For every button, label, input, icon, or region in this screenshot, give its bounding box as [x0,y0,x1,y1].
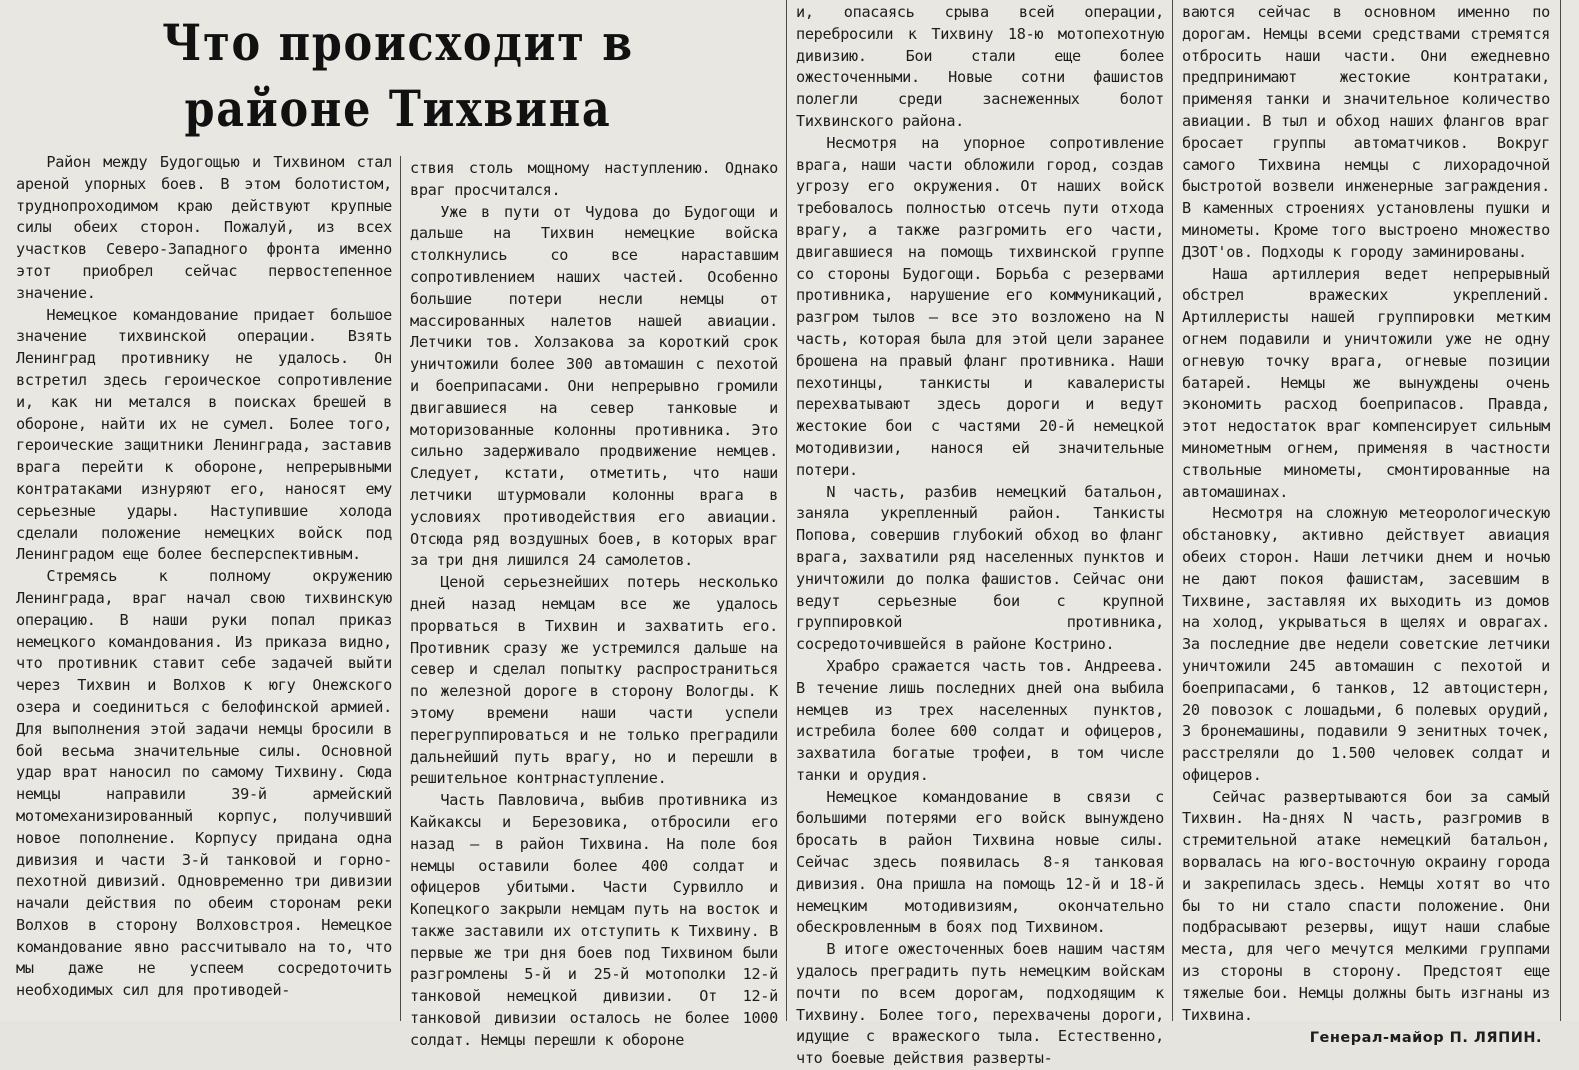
paragraph: Немецкое командование в связи с большими потерями его войск вынуждено бросать в район Тихвина новые силы. Сейчас здесь появилась 8-я танковая дивизия. Она пришла на помощь 12-й и 18-й немецким мотодивизиям, окончательно обескровленным в боях под Тихвином. [796,787,1164,937]
paragraph: В итоге ожесточенных боев нашим частям удалось преградить путь немецким войскам почти по всем дорогам, подходящим к Тихвину. Более того, перехвачены дороги, идущие с вражеского тыла. Естественно, что боевые действия разверты- [796,940,1164,1068]
column-divider [400,156,401,1021]
paragraph: Храбро сражается часть тов. Андреева. В течение лишь последних дней она выбила немцев из трех населенных пунктов, истребила более 600 солдат и офицеров, захватила богатые трофеи, в том числе танки и орудия. [796,656,1164,784]
article-column-3 [796,2,1164,1070]
paragraph: Немецкое командование придает большое значение тихвинской операции. Взять Ленинград противнику не удалось. Он встретил здесь героическое сопротивление и, как ни метался в поисках брешей в обороне, найти их не сумел. Более того, героические защитники Ленинграда, заставив врага перейти к обороне, непрерывными контратаками изнуряют его, наносят ему серьезные удары. Наступившие холода сделали положение немецких войск под Ленинградом еще более бесперспективным. [16,305,392,564]
paragraph: Несмотря на сложную метеорологическую обстановку, активно действует авиация обеих сторон. Наши летчики днем и ночью не дают покоя фашистам, засевшим в Тихвине, заставляя их выходить из домов на холод, укрываться в щелях и оврагах. За последние две недели советские летчики уничтожили 245 автомашин с пехотой и боеприпасами, 6 танков, 12 автоцистерн, 20 повозок с лошадьми, 6 полевых орудий, 3 бронемашины, подавили 9 зенитных точек, расстреляли до 1.500 человек солдат и офицеров. [1182,504,1550,784]
paragraph: Несмотря на упорное сопротивление врага, наши части обложили город, создав угрозу его окружения. От наших войск требовалось полностью отсечь пути отхода врагу, а также разгромить его части, двигавшиеся на помощь тихвинской группе со стороны Будогощи. Борьба с резервами противника, нарушение его коммуникаций, разгром тылов — все это возложено на N часть, которая была для этой цели заранее брошена на правый фланг противника. Наши пехотинцы, танкисты и кавалеристы перехватывают здесь дороги и ведут жестокие бои с частями 20-й немецкой мотодивизии, нанося ей значительные потери. [796,133,1164,479]
paragraph: Ценой серьезнейших потерь несколько дней назад немцам все же удалось прорваться в Тихвин и захватить его. Противник сразу же устремился дальше на север и сделал попытку распространиться по железной дороге в сторону Вологды. К этому времени наши части успели перегруппироваться и не только преградили дальнейший путь врагу, но и перешли в решительное контрнаступление. [410,573,778,788]
author-signature: Генерал-майор П. ЛЯПИН. [1309,1030,1542,1047]
paragraph: N часть, разбив немецкий батальон, заняла укрепленный район. Танкисты Попова, совершив глубокий обход во фланг врага, захватили ряд населенных пунктов и уничтожили до полка фашистов. Сейчас они ведут серьезные бои с крупной группировкой противника, сосредоточившейся в районе Кострино. [796,482,1164,654]
article-column-4 [1182,2,1550,1050]
paragraph: ствия столь мощному наступлению. Однако враг просчитался. [410,159,778,199]
paragraph: ваются сейчас в основном именно по дорогам. Немцы всеми средствами стремятся отбросить наши части. Они ежедневно предпринимают жестокие контратаки, применяя танки и значительное количество авиации. В тыл и обход наших флангов враг бросает группы автоматчиков. Вокруг самого Тихвина немцы с лихорадочной быстротой возвели инженерные заграждения. В каменных строениях установлены пушки и минометы. Кроме того выстроено множество ДЗОТ'ов. Подходы к городу заминированы. [1182,3,1550,261]
paragraph: Район между Будогощью и Тихвином стал ареной упорных боев. В этом болотистом, труднопроходимом краю действуют крупные силы обеих сторон. Пожалуй, из всех участков Северо-Западного фронта именно этот приобрел сейчас первостепенное значение. [16,153,392,302]
article-column-1 [16,152,392,1002]
paragraph: Наша артиллерия ведет непрерывный обстрел вражеских укреплений. Артиллеристы нашей группировки метким огнем подавили и уничтожили уже не одну огневую точку врага, огневые позиции батарей. Немцы же вынуждены очень экономить расход боеприпасов. Правда, этот недостаток враг компенсирует сильным минометным огнем, применяя в частности ствольные минометы, смонтированные на автомашинах. [1182,264,1550,501]
paragraph: Часть Павловича, выбив противника из Кайкаксы и Березовика, отбросили его назад — в район Тихвина. На поле боя немцы оставили более 400 солдат и офицеров убитыми. Части Сурвилло и Копецкого закрыли немцам путь на восток и также заставили их отступить к Тихвину. В первые же три дня боев под Тихвином были разгромлены 5-й и 25-й мотополки 12-й танковой немецкой дивизии. От 12-й танковой дивизии осталось не более 1000 солдат. Немцы перешли к обороне [410,791,778,1049]
article-column-2 [410,158,778,1052]
paragraph: Сейчас развертываются бои за самый Тихвин. На-днях N часть, разгромив в стремительной атаке немецкий батальон, ворвалась на юго-восточную окраину города и закрепилась здесь. Немцы хотят во что бы то ни стало спасти положение. Они подбрасывают резервы, ищут наши слабые места, для чего мечутся мелкими группами из стороны в сторону. Предстоят еще тяжелые бои. Немцы должны быть изгнаны из Тихвина. [1182,787,1550,1024]
paragraph: Уже в пути от Чудова до Будогощи и дальше на Тихвин немецкие войска столкнулись со все нараставшим сопротивлением наших частей. Особенно большие потери несли немцы от массированных налетов нашей авиации. Летчики тов. Холзакова за короткий срок уничтожили более 300 автомашин с пехотой и боеприпасами. Они непрерывно громили двигавшиеся на север танковые и моторизованные колонны противника. Это сильно задерживало продвижение немцев. Следует, кстати, отметить, что наши летчики штурмовали колонны врага в условиях противодействия его авиации. Отсюда ряд воздушных боев, в которых враг за три дня лишился 24 самолетов. [410,202,778,570]
column-divider [786,0,787,1021]
paragraph: и, опасаясь срыва всей операции, перебросили к Тихвину 18-ю мотопехотную дивизию. Бои стали еще более ожесточенными. Новые сотни фашистов полегли среди заснеженных болот Тихвинского района. [796,3,1164,130]
column-divider [1172,0,1173,1021]
article-headline: Что происходит в районе Тихвина [162,13,634,138]
paragraph: Стремясь к полному окружению Ленинграда, враг начал свою тихвинскую операцию. В наши руки попал приказ немецкого командования. Из приказа видно, что противник ставит себе задачей выйти через Тихвин и Волхов к югу Онежского озера и соединиться с белофинской армией. Для выполнения этой задачи немцы бросили в бой весьма значительные силы. Основной удар врат наносил по самому Тихвину. Сюда немцы направили 39-й армейский мотомеханизированный корпус, получивший новое пополнение. Корпусу придана одна дивизия и части 3-й танковой и горно-пехотной дивизий. Одновременно три дивизии начали действия по обеим сторонам реки Волхов в сторону Волховстроя. Немецкое командование явно рассчитывало на то, что мы даже не успеем сосредоточить необходимых сил для противодей- [16,567,392,1000]
column-divider [1560,0,1561,1021]
